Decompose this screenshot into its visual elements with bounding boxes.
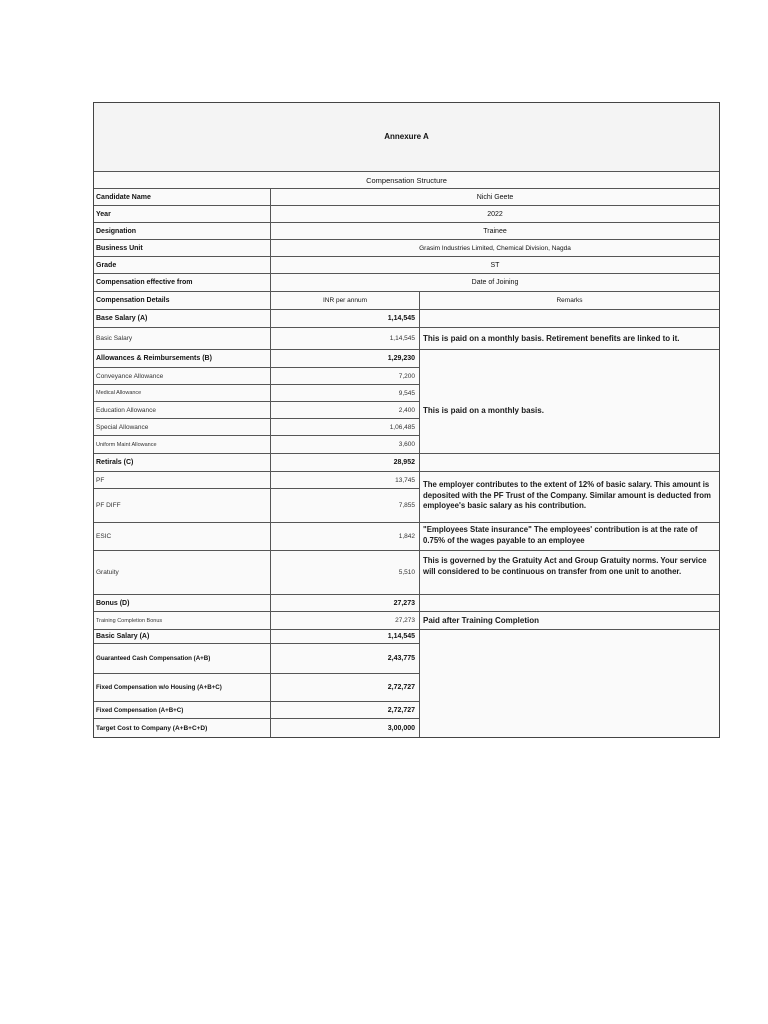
row-label: PF DIFF [96,502,121,509]
effective-from-label: Compensation effective from [96,279,193,286]
grade-value: ST [490,261,500,269]
row-amount: 7,855 [398,502,415,509]
row-amount: 1,06,485 [389,423,415,431]
remark-basic-salary: This is paid on a monthly basis. Retirement benefits are linked to it. [423,333,680,343]
row-amount: 2,72,727 [387,684,415,691]
candidate-name-label: Candidate Name [96,193,151,201]
business-unit-value: Grasim Industries Limited, Chemical Division, Nagda [419,244,571,252]
candidate-name-value: Nichi Geete [476,193,514,201]
row-label: Target Cost to Company (A+B+C+D) [96,724,208,732]
year-label: Year [96,210,111,218]
row-amount: 5,510 [398,569,415,576]
row-label: Basic Salary [96,335,133,342]
row-amount: 13,745 [395,476,415,484]
remark-esic: "Employees State insurance" The employees' contribution is at the rate of 0.75% of the wages payable to an employee [423,525,698,545]
annexure-title: Annexure A [384,132,429,141]
row-label: Basic Salary (A) [96,633,150,640]
designation-label: Designation [96,227,137,235]
row-label: Special Allowance [96,423,149,431]
row-amount: 27,273 [393,599,415,607]
compensation-sheet [93,102,720,738]
row-amount: 1,29,230 [387,355,415,362]
row-amount: 2,72,727 [387,706,415,714]
row-amount: 1,14,545 [389,335,415,342]
structure-title: Compensation Structure [366,176,447,185]
business-unit-label: Business Unit [96,244,143,252]
row-amount: 1,14,545 [387,315,415,322]
row-label: Medical Allowance [96,390,142,396]
row-amount: 2,43,775 [387,655,415,662]
column-remarks-header: Remarks [556,297,583,304]
row-label: Conveyance Allowance [96,372,164,380]
row-label: Fixed Compensation (A+B+C) [96,706,184,714]
remark-bonus: Paid after Training Completion [423,615,540,625]
row-label: Guaranteed Cash Compensation (A+B) [96,655,211,662]
row-amount: 27,273 [395,617,415,624]
row-amount: 1,842 [398,533,415,540]
row-amount: 28,952 [393,459,415,466]
column-inr-header: INR per annum [322,297,368,304]
row-label: Fixed Compensation w/o Housing (A+B+C) [96,684,222,691]
row-label: Training Completion Bonus [96,617,163,624]
row-label: Retirals (C) [96,459,134,466]
year-value: 2022 [487,210,503,218]
row-label: ESIC [96,533,112,540]
remark-pf: The employer contributes to the extent of 12% of basic salary. This amount is deposited with the PF Trust of the Company. Similar amount is deducted from employee's basic salary as his contribution. [423,480,711,510]
row-label: PF [96,476,105,484]
row-label: Allowances & Reimbursements (B) [96,355,212,362]
row-label: Gratuity [96,569,119,576]
grade-label: Grade [96,261,117,269]
row-amount: 9,545 [398,389,415,397]
row-amount: 2,400 [398,406,415,414]
remark-allowances: This is paid on a monthly basis. [423,405,544,415]
row-label: Base Salary (A) [96,315,148,322]
row-amount: 7,200 [398,372,415,380]
row-amount: 3,00,000 [387,724,415,732]
effective-from-value: Date of Joining [471,279,519,286]
row-amount: 1,14,545 [387,633,415,640]
designation-value: Trainee [483,227,507,235]
column-details-header: Compensation Details [96,297,170,304]
row-label: Education Allowance [96,406,156,414]
row-amount: 3,600 [398,441,415,448]
remark-gratuity: This is governed by the Gratuity Act and Group Gratuity norms. Your service will considered to be continuous on transfer from one unit to another. [423,556,707,576]
row-label: Bonus (D) [96,599,130,607]
row-label: Uniform Maint Allowance [96,441,157,448]
